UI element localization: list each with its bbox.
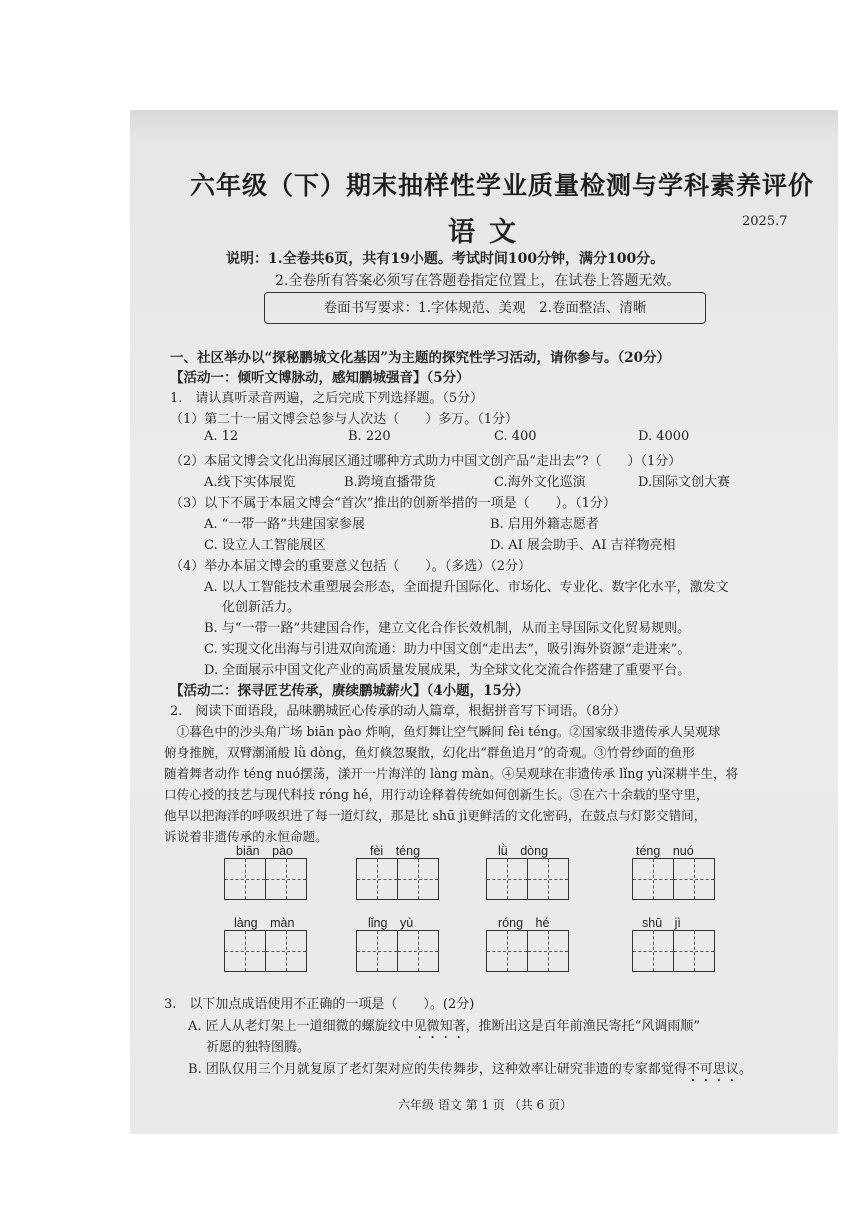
instructions-line-1: 说明：1.全卷共6页，共有19小题。考试时间100分钟，满分100分。 xyxy=(226,251,665,267)
option: C.海外文化巡演 xyxy=(494,475,586,490)
answer-grid[interactable] xyxy=(224,930,305,972)
pinyin-label: lǜ dòng xyxy=(498,844,549,858)
instructions-line-2: 2.全卷所有答案必须写在答题卷指定位置上，在试卷上答题无效。 xyxy=(275,273,681,289)
option: A. 以人工智能技术重塑展会形态，全面提升国际化、市场化、专业化、数字化水平，激发文 xyxy=(204,580,729,595)
question-2-stem: 2. 阅读下面语段，品味鹏城匠心传承的动人篇章，根据拼音写下词语。（8分） xyxy=(170,704,627,719)
answer-grid[interactable] xyxy=(356,858,437,900)
option: A. 12 xyxy=(204,429,239,444)
exam-paper xyxy=(130,110,838,1134)
writing-requirement-box: 卷面书写要求：1.字体规范、美观 2.卷面整洁、清晰 xyxy=(264,292,706,324)
option: C. 400 xyxy=(494,429,537,444)
question-1-3: （3）以下不属于本届文博会“首次”推出的创新举措的一项是（ ）。（1分） xyxy=(170,496,616,511)
option: C. 实现文化出海与引进双向流通：助力中国文创“走出去”，吸引海外资源“走进来”。 xyxy=(204,642,691,657)
section-heading: 一、社区举办以“探秘鹏城文化基因”为主题的探究性学习活动，请你参与。（20分） xyxy=(170,350,671,366)
dotted-idiom: 见微知著 xyxy=(413,1019,466,1034)
answer-grid[interactable] xyxy=(486,930,567,972)
question-1-4: （4）举办本届文博会的重要意义包括（ ）。（多选）（2分） xyxy=(170,559,532,574)
pinyin-label: lǐng yù xyxy=(368,916,414,930)
pinyin-label: róng hé xyxy=(498,916,550,930)
question-1-2: （2）本届文博会文化出海展区通过哪种方式助力中国文创产品“走出去”?（ ）（1分） xyxy=(170,454,682,469)
option: 化创新活力。 xyxy=(222,600,301,615)
option-b: B. 团队仅用三个月就复原了老灯架对应的失传舞步，这种效率让研究非遗的专家都觉得不可思议。 xyxy=(188,1062,752,1077)
option: B. 与“一带一路”共建国合作，建立文化合作长效机制，从而主导国际文化贸易规则。 xyxy=(204,621,691,636)
answer-grid[interactable] xyxy=(356,930,437,972)
pinyin-label: làng màn xyxy=(234,916,295,930)
option: A. “一带一路”共建国家参展 xyxy=(204,517,365,532)
option: B. 启用外籍志愿者 xyxy=(490,517,599,532)
option: A.线下实体展览 xyxy=(204,475,296,490)
exam-date: 2025.7 xyxy=(742,214,788,229)
option: D. AI 展会助手、AI 吉祥物亮相 xyxy=(490,538,676,553)
activity-two-heading: 【活动二：探寻匠艺传承，赓续鹏城薪火】（4小题，15分） xyxy=(170,683,529,699)
pinyin-label: shū jì xyxy=(642,916,681,930)
passage-line: 他早以把海洋的呼吸织进了每一道灯纹，那是比 shū jì更鲜活的文化密码，在鼓点与灯影交错间， xyxy=(164,808,707,823)
passage-line: 诉说着非遗传承的永恒命题。 xyxy=(164,829,328,844)
question-1-1: （1）第二十一届文博会总参与人次达（ ）多万。（1分） xyxy=(170,412,519,427)
option: B.跨境直播带货 xyxy=(344,475,436,490)
option-a: A. 匠人从老灯架上一道细微的螺旋纹中见微知著，推断出这是百年前渔民寄托“风调雨顺” xyxy=(188,1019,700,1034)
answer-grid[interactable] xyxy=(632,930,713,972)
answer-grid[interactable] xyxy=(632,858,713,900)
pinyin-label: téng nuó xyxy=(636,844,694,858)
passage-line: ①暮色中的沙头角广场 biān pào 炸响，鱼灯舞让空气瞬间 fèi téng。②国家级非遗传承人吴观球 xyxy=(164,724,721,739)
dotted-idiom: 不可思议 xyxy=(686,1062,739,1077)
exam-title: 六年级（下）期末抽样性学业质量检测与学科素养评价 xyxy=(190,171,815,200)
passage-line: 随着舞者动作 téng nuó摆荡，漾开一片海洋的 làng màn。④吴观球在非遗传承 lǐng yù深耕半生，将 xyxy=(164,766,739,781)
passage-line: 俯身推腕，双臂潮涌般 lǜ dòng，鱼灯倏忽聚散，幻化出“群鱼追月”的奇观。③竹骨纱面的鱼形 xyxy=(164,745,695,760)
option: D. 4000 xyxy=(638,429,690,444)
option: D.国际文创大赛 xyxy=(638,475,731,490)
answer-grid[interactable] xyxy=(224,858,305,900)
option: D. 全面展示中国文化产业的高质量发展成果，为全球文化交流合作搭建了重要平台。 xyxy=(204,663,691,678)
question-1-stem: 1. 请认真听录音两遍，之后完成下列选择题。（5分） xyxy=(170,391,484,406)
option: B. 220 xyxy=(348,429,391,444)
subject-title: 语文 xyxy=(448,217,530,248)
answer-grid[interactable] xyxy=(486,858,567,900)
activity-one-heading: 【活动一：倾听文博脉动，感知鹏城强音】（5分） xyxy=(170,370,470,386)
pinyin-label: biān pào xyxy=(236,844,293,858)
option-a-continued: 祈愿的独特图腾。 xyxy=(206,1040,311,1055)
pinyin-label: fèi téng xyxy=(370,844,421,858)
page-footer: 六年级 语文 第 1 页 （共 6 页） xyxy=(398,1098,572,1112)
passage-line: 口传心授的技艺与现代科技 róng hé，用行动诠释着传统如何创新生长。⑤在六十余载的坚守里， xyxy=(164,787,709,802)
question-3-stem: 3. 以下加点成语使用不正确的一项是（ ）。(2分) xyxy=(164,997,475,1012)
option: C. 设立人工智能展区 xyxy=(204,538,326,553)
